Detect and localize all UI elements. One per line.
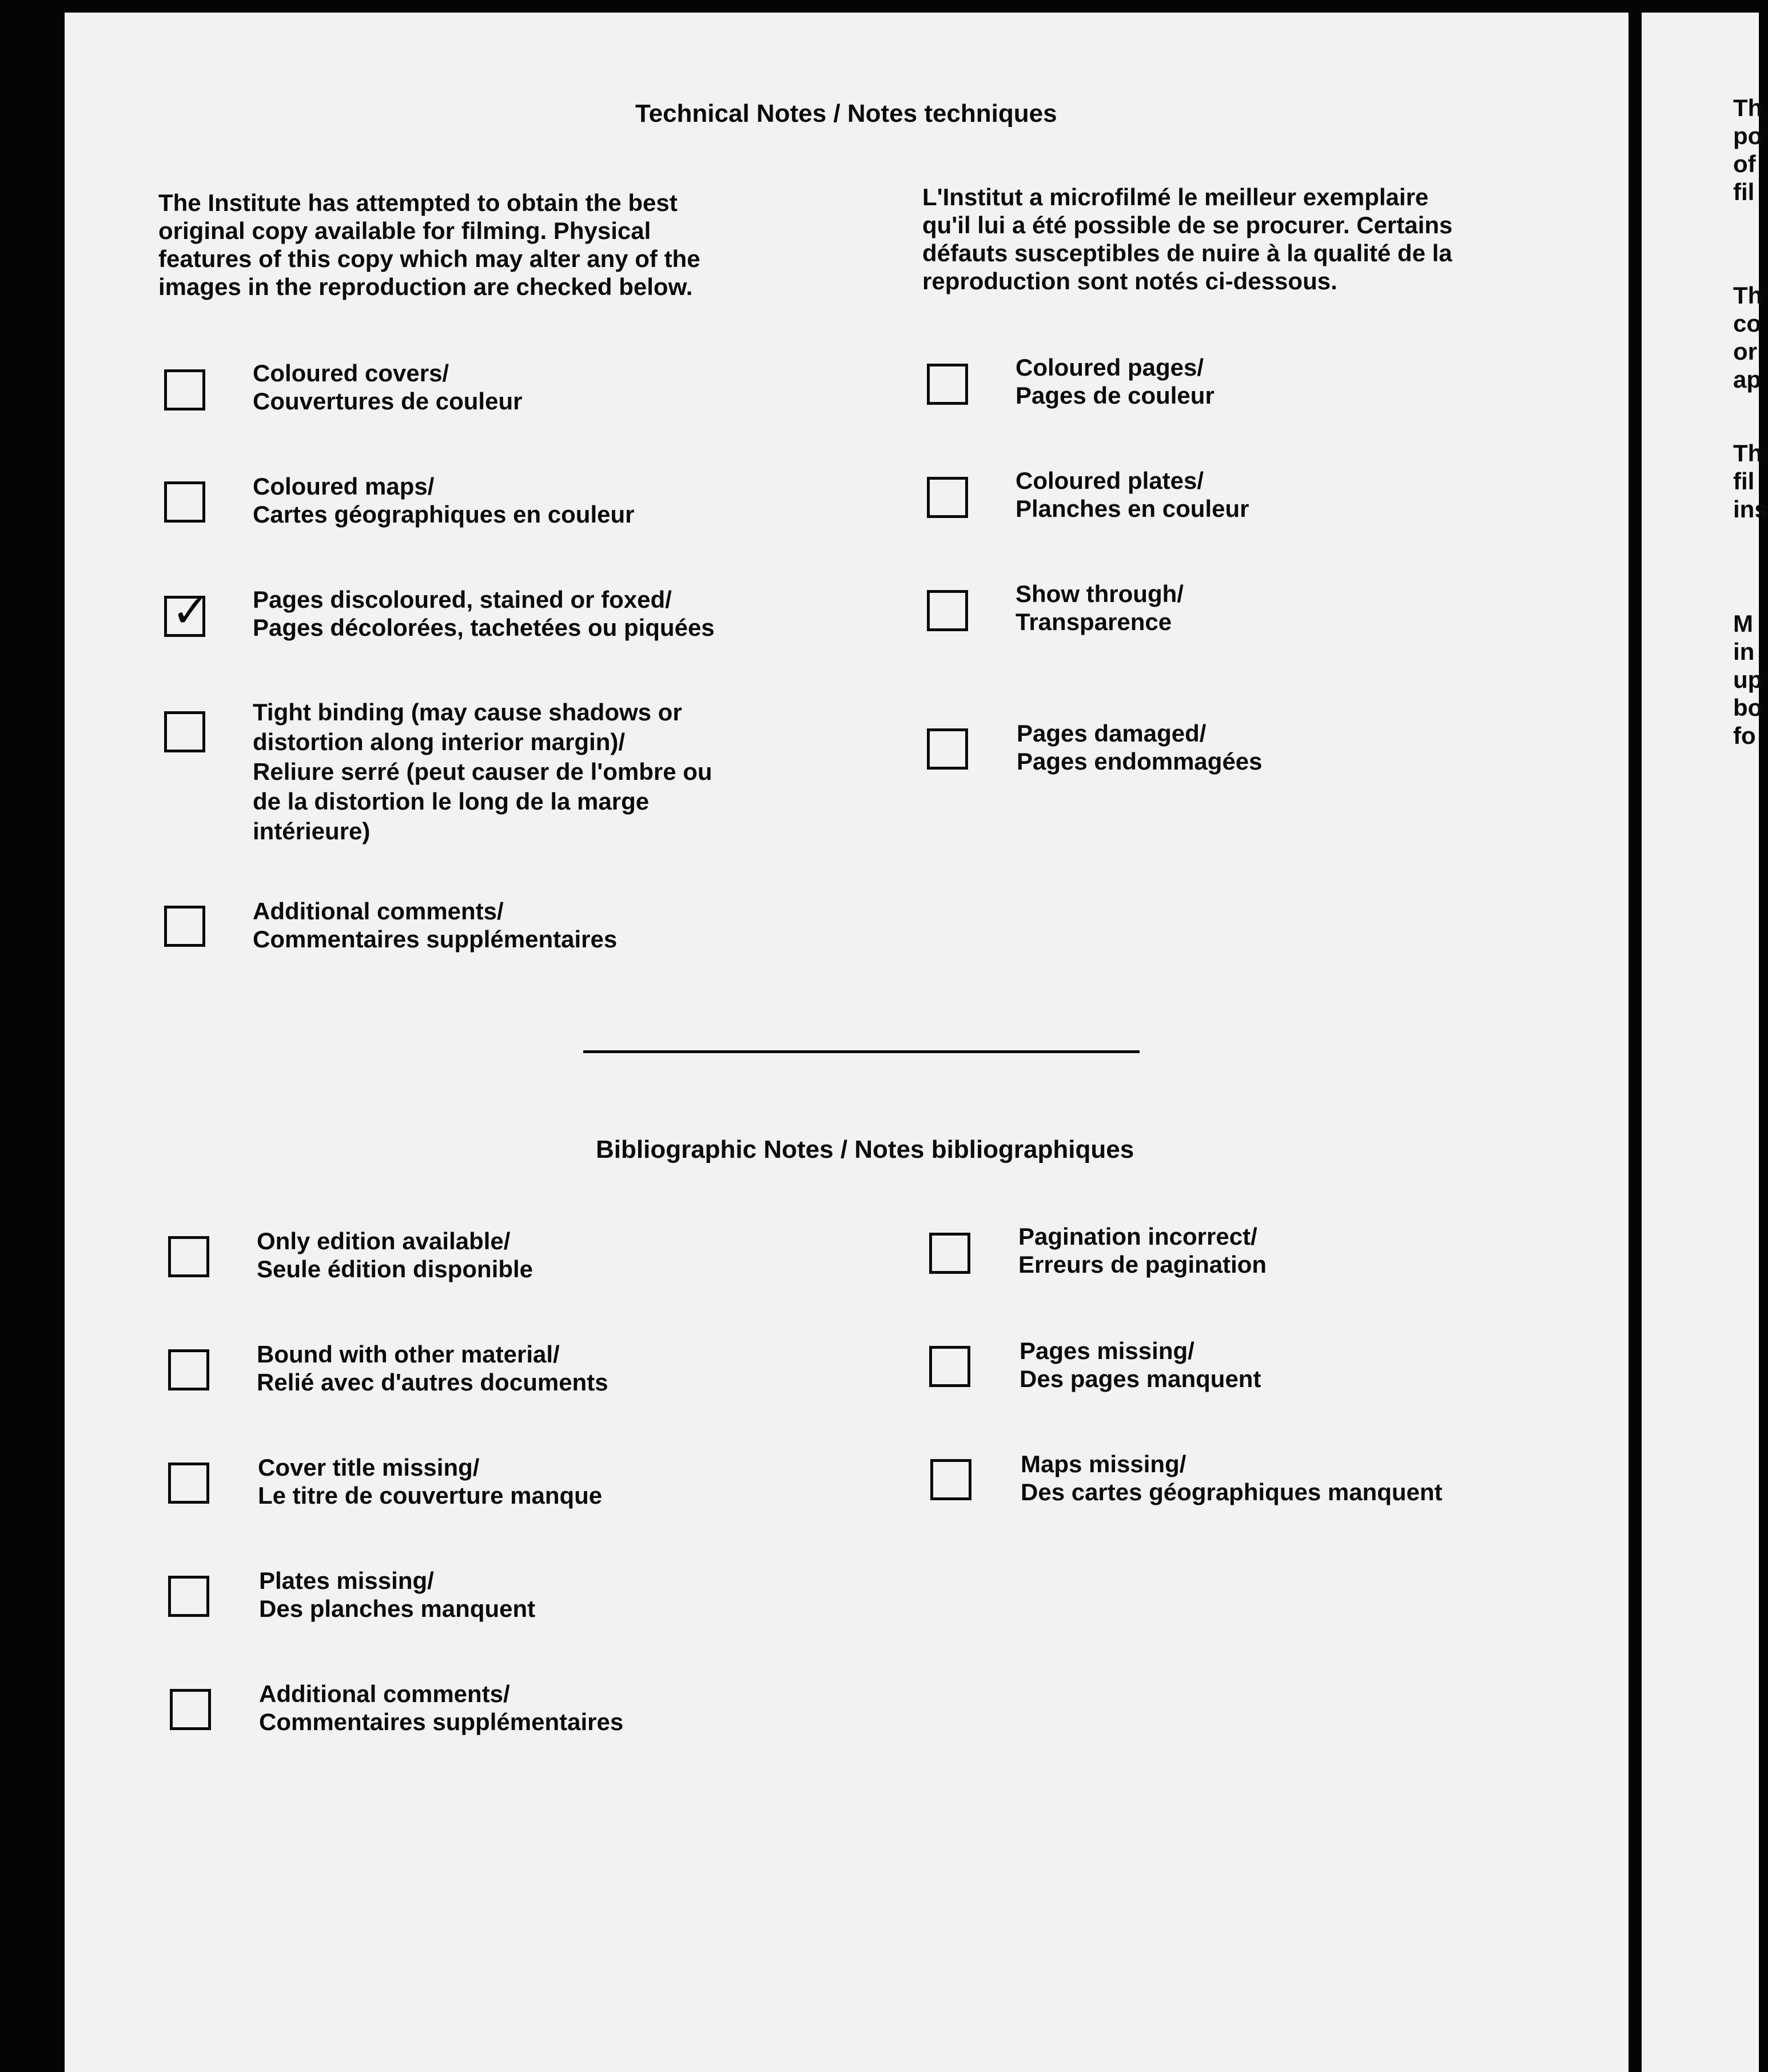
fragment: fil <box>1733 178 1755 205</box>
checkbox-biblio-additional-comments[interactable] <box>170 1689 211 1730</box>
intro-fr-line: qu'il lui a été possible de se procurer. Certains <box>922 212 1453 238</box>
item-label: Des planches manquent <box>259 1595 536 1622</box>
item-label: Le titre de couverture manque <box>258 1482 603 1509</box>
fragment: co <box>1733 310 1762 337</box>
fragment: fil <box>1733 468 1755 495</box>
item-label: Seule édition disponible <box>257 1256 533 1282</box>
fragment: po <box>1733 122 1763 149</box>
item-label: Des cartes géographiques manquent <box>1021 1479 1443 1505</box>
item-label: Reliure serré (peut causer de l'ombre ou <box>253 758 712 785</box>
fragment: ap <box>1733 366 1762 393</box>
item-label: Pages damaged/ <box>1017 720 1206 747</box>
checkbox-coloured-plates[interactable] <box>927 477 968 518</box>
item-label: Cartes géographiques en couleur <box>253 501 635 528</box>
fragment: bo <box>1733 694 1763 721</box>
item-label: Des pages manquent <box>1020 1365 1261 1392</box>
item-label: Tight binding (may cause shadows or <box>253 699 682 726</box>
intro-en-line: images in the reproduction are checked below. <box>158 273 693 300</box>
intro-fr-line: L'Institut a microfilmé le meilleur exemplaire <box>922 184 1429 210</box>
checkbox-maps-missing[interactable] <box>930 1459 971 1500</box>
fragment: M <box>1733 610 1753 637</box>
checkbox-coloured-covers[interactable] <box>164 369 205 411</box>
item-label: Commentaires supplémentaires <box>253 926 618 953</box>
fragment: Th <box>1733 94 1763 121</box>
item-label: Pages décolorées, tachetées ou piquées <box>253 614 715 641</box>
item-label: Plates missing/ <box>259 1567 434 1594</box>
item-label: Relié avec d'autres documents <box>257 1369 608 1396</box>
checkbox-tight-binding[interactable] <box>164 711 205 752</box>
technical-notes-heading: Technical Notes / Notes techniques <box>635 99 1057 127</box>
item-label: Coloured covers/ <box>253 360 449 386</box>
item-label: Additional comments/ <box>253 898 504 925</box>
item-label: Pagination incorrect/ <box>1018 1223 1257 1250</box>
checkbox-technical-additional-comments[interactable] <box>164 906 205 947</box>
section-divider <box>583 1050 1140 1053</box>
intro-en-line: The Institute has attempted to obtain the best <box>158 189 678 216</box>
checkbox-pages-missing[interactable] <box>929 1346 970 1387</box>
fragment: ins <box>1733 496 1768 523</box>
checkbox-pages-damaged[interactable] <box>927 728 968 770</box>
item-label: Maps missing/ <box>1021 1451 1186 1477</box>
intro-en-line: original copy available for filming. Physical <box>158 217 651 244</box>
item-label: Planches en couleur <box>1016 495 1249 522</box>
item-label: Pages endommagées <box>1017 748 1263 775</box>
item-label: distortion along interior margin)/ <box>253 728 625 755</box>
item-label: Couvertures de couleur <box>253 388 523 415</box>
item-label: Show through/ <box>1016 580 1184 607</box>
item-label: Pages de couleur <box>1016 382 1214 409</box>
intro-fr-line: défauts susceptibles de nuire à la qualité de la <box>922 240 1452 266</box>
intro-en-line: features of this copy which may alter any of the <box>158 245 700 272</box>
item-label: Erreurs de pagination <box>1018 1251 1267 1278</box>
check-mark-icon: ✓ <box>172 586 209 637</box>
item-label: Pages missing/ <box>1020 1337 1194 1364</box>
item-label: de la distortion le long de la marge <box>253 788 650 815</box>
item-label: Pages discoloured, stained or foxed/ <box>253 586 672 613</box>
fragment: of <box>1733 150 1756 177</box>
checkbox-only-edition[interactable] <box>168 1236 209 1277</box>
fragment: Th <box>1733 282 1763 309</box>
bibliographic-notes-heading: Bibliographic Notes / Notes bibliographiques <box>596 1135 1134 1163</box>
checkbox-coloured-pages[interactable] <box>927 364 968 405</box>
item-label: Additional comments/ <box>259 1680 510 1707</box>
fragment: up <box>1733 666 1763 693</box>
checkbox-pages-discoloured[interactable] <box>164 586 209 637</box>
item-label: Cover title missing/ <box>258 1454 480 1481</box>
item-label: Coloured plates/ <box>1016 467 1204 494</box>
checkbox-plates-missing[interactable] <box>168 1576 209 1617</box>
checkbox-show-through[interactable] <box>927 590 968 631</box>
checkbox-pagination-incorrect[interactable] <box>929 1233 970 1274</box>
fragment: or <box>1733 338 1757 365</box>
item-label: Coloured maps/ <box>253 473 435 500</box>
item-label: Transparence <box>1016 608 1172 635</box>
fragment: fo <box>1733 722 1756 749</box>
fragment: Th <box>1733 440 1763 467</box>
item-label: Commentaires supplémentaires <box>259 1708 624 1735</box>
next-page-edge <box>1642 13 1768 2072</box>
checkbox-cover-title-missing[interactable] <box>168 1463 209 1504</box>
microfilm-notes-page <box>65 13 1628 2072</box>
fragment: in <box>1733 638 1755 665</box>
checkbox-coloured-maps[interactable] <box>164 481 205 523</box>
item-label: intérieure) <box>253 818 371 844</box>
item-label: Bound with other material/ <box>257 1341 560 1368</box>
intro-fr-line: reproduction sont notés ci-dessous. <box>922 268 1337 294</box>
checkbox-bound-with[interactable] <box>168 1349 209 1390</box>
item-label: Coloured pages/ <box>1016 354 1204 381</box>
item-label: Only edition available/ <box>257 1228 511 1254</box>
